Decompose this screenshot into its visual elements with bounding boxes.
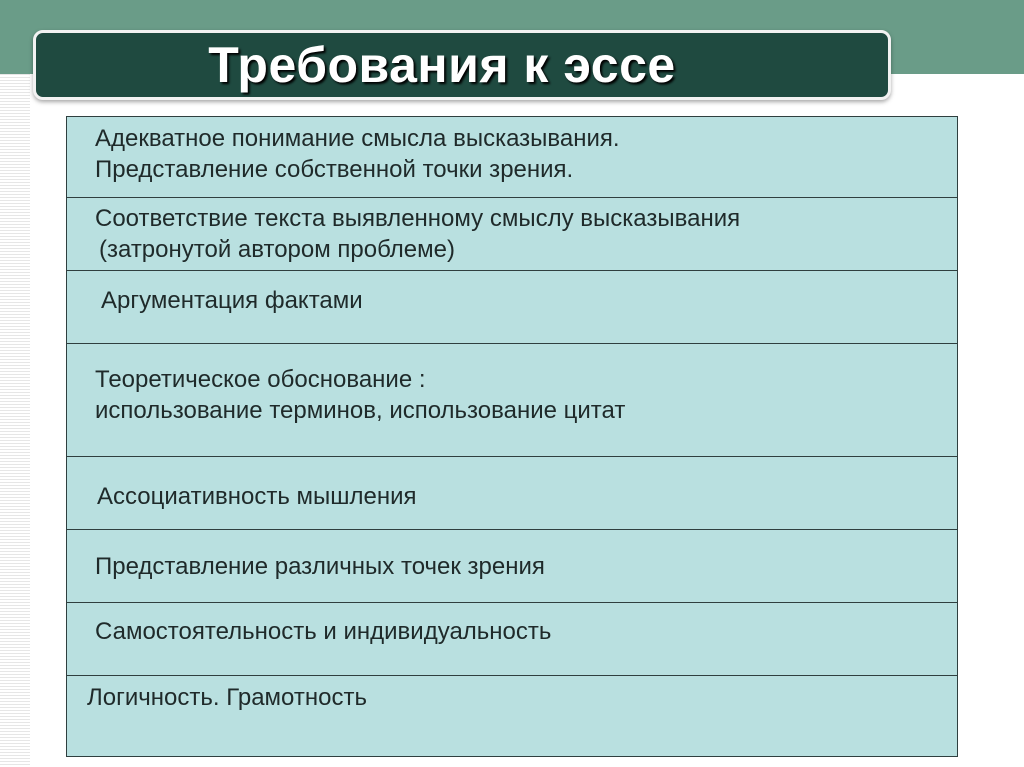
cell-text-line: Ассоциативность мышления bbox=[97, 483, 417, 510]
table-row bbox=[67, 603, 957, 676]
decorative-stripes bbox=[0, 74, 30, 767]
table-row bbox=[67, 117, 957, 198]
table-row bbox=[67, 457, 957, 530]
cell-text-line: Аргументация фактами bbox=[101, 287, 363, 314]
cell-text-line: Самостоятельность и индивидуальность bbox=[95, 618, 552, 645]
table-row bbox=[67, 271, 957, 344]
table-cell bbox=[95, 123, 620, 185]
table-row bbox=[67, 344, 957, 457]
table-row bbox=[67, 676, 957, 756]
slide-title: Требования к эссе bbox=[208, 37, 676, 93]
table-cell bbox=[87, 682, 367, 713]
requirements-table bbox=[66, 116, 958, 757]
table-cell bbox=[97, 481, 417, 512]
table-cell bbox=[101, 285, 363, 316]
cell-text-line: Представление различных точек зрения bbox=[95, 553, 545, 580]
cell-text-line: Представление собственной точки зрения. bbox=[95, 156, 574, 183]
cell-text-line: (затронутой автором проблеме) bbox=[99, 236, 455, 263]
cell-text-line: Соответствие текста выявленному смыслу высказывания bbox=[95, 205, 741, 232]
table-cell bbox=[95, 203, 740, 265]
table-row bbox=[67, 198, 957, 271]
cell-text-line: Адекватное понимание смысла высказывания. bbox=[95, 125, 620, 152]
title-bar bbox=[33, 30, 891, 100]
cell-text-line: Теоретическое обоснование : bbox=[95, 366, 426, 393]
table-cell bbox=[95, 551, 545, 582]
cell-text-line: Логичность. Грамотность bbox=[87, 684, 367, 711]
table-cell bbox=[95, 364, 625, 426]
table-cell bbox=[95, 616, 551, 647]
table-row bbox=[67, 530, 957, 603]
cell-text-line: использование терминов, использование цитат bbox=[95, 397, 626, 424]
